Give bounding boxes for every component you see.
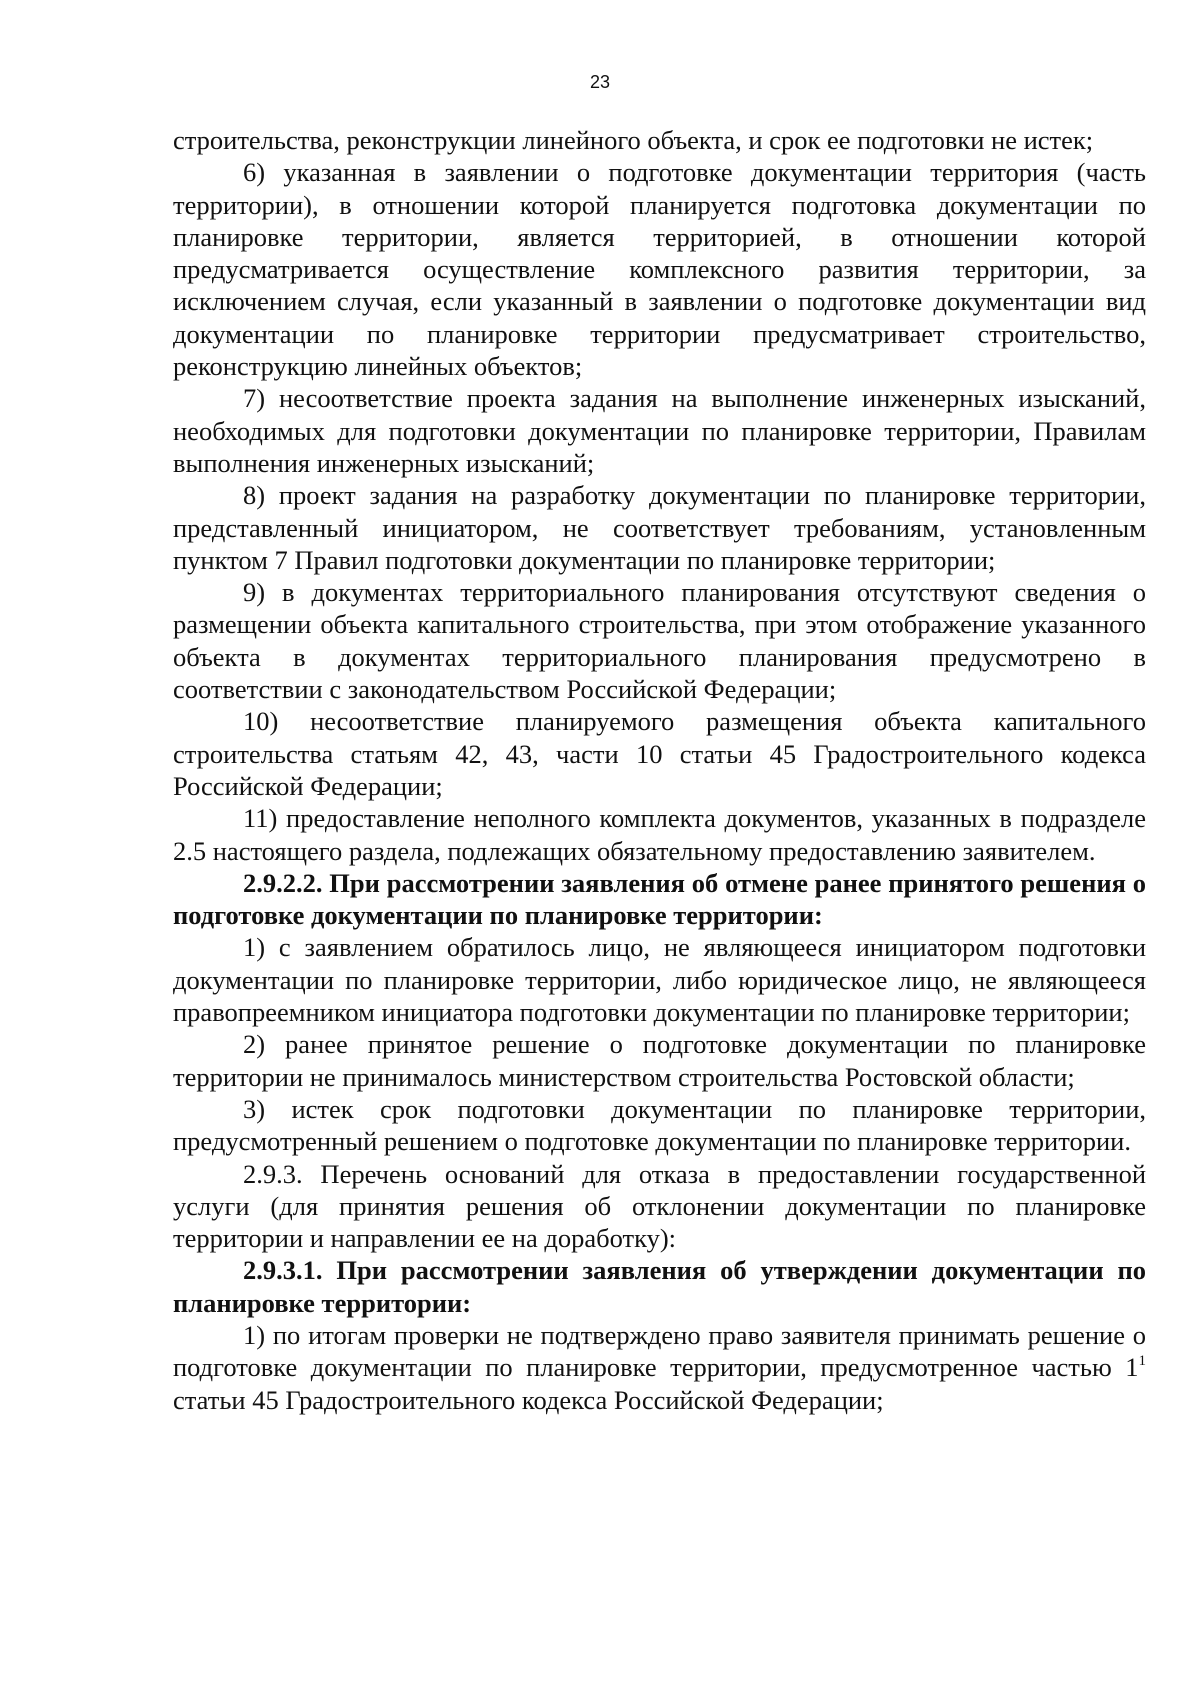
section-heading-2-9-2-2: 2.9.2.2. При рассмотрении заявления об отмене ранее принятого решения о подготовке документации по планировке территории: <box>173 867 1146 931</box>
list-item-text: 1) по итогам проверки не подтверждено право заявителя принимать решение о подготовке документации по планировке территории, предусмотренное частью 1 <box>173 1319 1146 1383</box>
list-item-1-approval <box>173 1319 1146 1416</box>
list-item-9: 9) в документах территориального планирования отсутствуют сведения о размещении объекта капитального строительства, при этом отображение указанного объекта в документах территориального планирования предусмотрено в соответствии с законодательством Российской Федерации; <box>173 577 1146 705</box>
section-2-9-3: 2.9.3. Перечень оснований для отказа в предоставлении государственной услуги (для принятия решения об отклонении документации по планировке территории и направлении ее на доработку): <box>173 1158 1146 1254</box>
list-item-11: 11) предоставление неполного комплекта документов, указанных в подразделе 2.5 настоящего раздела, подлежащих обязательному предоставлению заявителем. <box>173 803 1146 866</box>
page-number: 23 <box>589 72 611 92</box>
list-item-3: 3) истек срок подготовки документации по планировке территории, предусмотренный решением о подготовке документации по планировке территории. <box>173 1093 1146 1157</box>
list-item-10: 10) несоответствие планируемого размещения объекта капитального строительства статьям 42, 43, части 10 статьи 45 Градостроительного кодекса Российской Федерации; <box>173 706 1146 801</box>
section-heading-2-9-3-1: 2.9.3.1. При рассмотрении заявления об утверждении документации по планировке территории: <box>173 1255 1146 1318</box>
list-item-8: 8) проект задания на разработку документации по планировке территории, представленный инициатором, не соответствует требованиям, установленным пунктом 7 Правил подготовки документации по планировке территории; <box>173 480 1146 575</box>
list-item-text-end: статьи 45 Градостроительного кодекса Российской Федерации; <box>173 1384 884 1415</box>
list-item-7: 7) несоответствие проекта задания на выполнение инженерных изысканий, необходимых для подготовки документации по планировке территории, Правилам выполнения инженерных изысканий; <box>173 383 1146 478</box>
superscript-index: 1 <box>1138 1353 1146 1370</box>
list-item-1: 1) с заявлением обратилось лицо, не являющееся инициатором подготовки документации по планировке территории, либо юридическое лицо, не являющееся правопреемником инициатора подготовки документации по планировке территории; <box>173 932 1146 1028</box>
document-body <box>173 124 1146 1416</box>
list-item-2: 2) ранее принятое решение о подготовке документации по планировке территории не принималось министерством строительства Ростовской области; <box>173 1029 1146 1092</box>
paragraph-continuation: строительства, реконструкции линейного объекта, и срок ее подготовки не истек; <box>173 125 1094 155</box>
list-item-6: 6) указанная в заявлении о подготовке документации территория (часть территории), в отношении которой планируется подготовка документации по планировке территории, является территорией, в отношении которой предусматривается осуществление комплексного развития территории, за исключением случая, если указанный в заявлении о подготовке документации вид документации по планировке территории предусматривает строительство, реконструкцию линейных объектов; <box>173 157 1146 382</box>
